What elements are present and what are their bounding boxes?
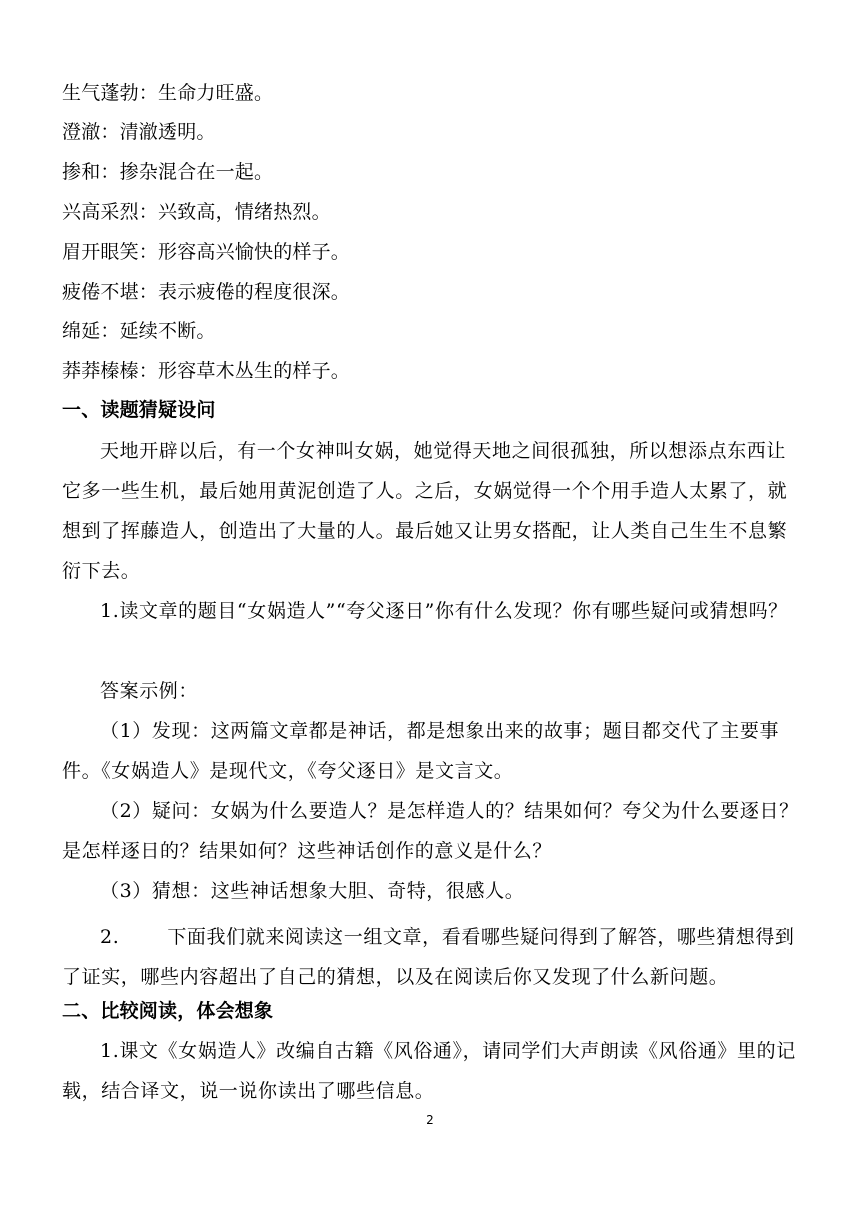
vocab-line: 生气蓬勃：生命力旺盛。	[62, 82, 274, 104]
answer-label: 答案示例：	[100, 680, 199, 702]
question-number: 2.	[100, 926, 120, 948]
intro-paragraph: 天地开辟以后，有一个女神叫女娲，她觉得天地之间很孤独，所以想添点东西让它多一些生机，最后她用黄泥创造了人。之后，女娲觉得一个个用手造人太累了，就想到了挥藤造人，创造出了大量的人。最后她又让男女搭配，让人类自己生生不息繁衍下去。	[62, 440, 788, 582]
question-paragraph: 1.读文章的题目“女娲造人”“夸父逐日”你有什么发现？你有哪些疑问或猜想吗？	[100, 600, 788, 622]
vocab-line: 绵延：延续不断。	[62, 320, 216, 342]
answer-paragraph: （3）猜想：这些神话想象大胆、奇特，很感人。	[100, 880, 525, 902]
question-text: 下面我们就来阅读这一组文章，看看哪些疑问得到了解答，哪些猜想得到了证实，哪些内容超出了自己的猜想，以及在阅读后你又发现了什么新问题。	[62, 926, 795, 988]
answer-paragraph: （2）疑问：女娲为什么要造人？是怎样造人的？结果如何？夸父为什么要逐日？是怎样逐日的？结果如何？这些神话创作的意义是什么？	[62, 800, 799, 862]
page-number: 2	[426, 1113, 434, 1127]
vocab-line: 莽莽榛榛：形容草木丛生的样子。	[62, 360, 351, 382]
question-paragraph	[62, 917, 802, 997]
vocab-line: 澄澈：清澈透明。	[62, 121, 216, 143]
section-heading: 二、比较阅读，体会想象	[62, 1000, 274, 1022]
vocab-line: 掺和：掺杂混合在一起。	[62, 161, 274, 183]
vocab-line: 眉开眼笑：形容高兴愉快的样子。	[62, 241, 351, 263]
vocab-line: 兴高采烈：兴致高，情绪热烈。	[62, 201, 331, 223]
question-paragraph: 1.课文《女娲造人》改编自古籍《风俗通》，请同学们大声朗读《风俗通》里的记载，结合译文，说一说你读出了哪些信息。	[62, 1040, 796, 1102]
vocab-line: 疲倦不堪：表示疲倦的程度很深。	[62, 281, 351, 303]
answer-paragraph: （1）发现：这两篇文章都是神话，都是想象出来的故事；题目都交代了主要事件。《女娲造人》是现代文，《夸父逐日》是文言文。	[62, 720, 780, 782]
section-heading: 一、读题猜疑设问	[62, 399, 216, 421]
